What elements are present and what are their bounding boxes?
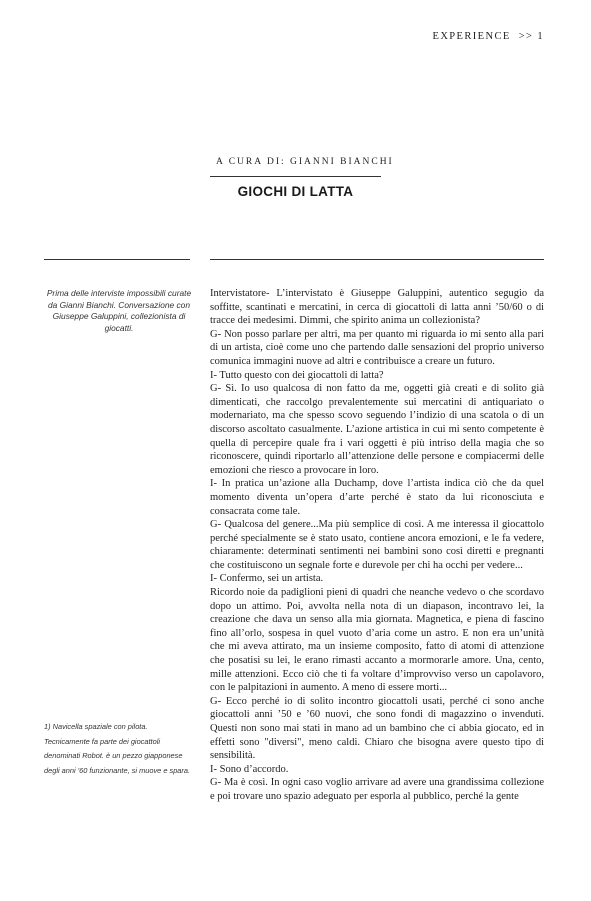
paragraph: I- Sono d’accordo.: [210, 763, 289, 775]
body-rule: [210, 259, 544, 260]
paragraph: I- Confermo, sei un artista.: [210, 573, 324, 585]
footnote: 1) Navicella spaziale con pilota. Tecnicamente fa parte dei giocattoli denominati Robot. è un pezzo giapponese degli anni '60 funzionante, si muove e spara.: [44, 722, 191, 775]
paragraph: G- Ecco perché io di solito incontro giocattoli usati, perché ci sono anche giocattoli anni ’50 e ’60 nuovi, che sono fondi di magazzino o invenduti. Questi non sono mai stati in mano ad un bambino che ci abbia giocato, ed in effetti sono "diversi", meno caldi. Chiaro che bisogna avere questo tipo di sensibilità.: [210, 695, 544, 762]
paragraph: G- Ma è così. In ogni caso voglio arrivare ad avere una grandissima collezione e poi trovare uno spazio adeguato per esporla al pubblico, perché la gente: [210, 777, 544, 802]
paragraph: Ricordo noie da padiglioni pieni di quadri che neanche vedevo o che scordavo dopo un attimo. Poi, avvolta nella nota di un diapason, incontravo lei, la creazione che dava un senso alla mia giornata. Magnetica, e piena di fascino fino all’orlo, sospesa in quel vuoto d’aria come un astro. E non era un’unità che mi aveva attirato, ma un insieme composito, fatto di atomi di attenzione che posatisi su lei, le erano rimasti accanto a mormorarle amore. Una, cento, mille attenzioni. Ecco ciò che ti fa voltare d’improvviso verso un capolavoro, con le palpitazioni in aumento. A meno di essere morti...: [210, 587, 544, 694]
paragraph: I- Tutto questo con dei giocattoli di latta?: [210, 369, 384, 381]
byline: A CURA DI: GIANNI BIANCHI: [216, 157, 394, 167]
article-body: [210, 287, 544, 804]
paragraph: G- Sì. Io uso qualcosa di non fatto da me, oggetti già creati e di solito già dimenticati, che raccolgo prevalentemente sui mercatini di antiquariato o modernariato, ma che spesso scovo seguendo l’indizio di una scatola o di un discorso ascoltato casualmente. L’azione artistica in cui mi sento competente è quella di percepire quale fra i vari oggetti è più intriso della magia che so riconoscere, quindi riportarlo all’attenzione delle persone e compiacermi delle emozioni che riesco a provocare in loro.: [210, 383, 544, 476]
page-number: 1: [537, 31, 544, 42]
paragraph: G- Non posso parlare per altri, ma per quanto mi riguarda io mi sento alla pari di un artista, cioè come uno che partendo dalle sensazioni del proprio universo comunica immagini nuove ad altri e contribuisce a creare un futuro.: [210, 328, 544, 367]
section-name: EXPERIENCE: [432, 31, 511, 42]
intro-sidenote: Prima delle interviste impossibili curate da Gianni Bianchi. Conversazione con Giuseppe Galuppini, collezionista di giocatti.: [46, 288, 192, 333]
sidebar-rule: [44, 259, 190, 260]
paragraph: Intervistatore- L’intervistato è Giuseppe Galuppini, autentico segugio da soffitte, scantinati e mercatini, in cerca di giocattoli di latta anni ’50/60 o di tracce dei medesimi. Dimmi, che spirito anima un collezionista?: [210, 288, 544, 327]
title-rule: [210, 176, 381, 177]
article-title: GIOCHI DI LATTA: [237, 184, 354, 199]
paragraph: I- In pratica un’azione alla Duchamp, dove l’artista indica ciò che da quel momento diventa un’opera d’arte perché è stato da lui riconosciuta e consacrata come tale.: [210, 478, 544, 517]
running-header: [433, 31, 544, 42]
paragraph: G- Qualcosa del genere...Ma più semplice di così. A me interessa il giocattolo perché specialmente se è stato usato, contiene ancora emozioni, e le fa vedere, chiaramente: determinati sentimenti nei bambini sono così diretti e pregnanti che costituiscono un segnale forte e durevole per chi ha occhi per vedere...: [210, 519, 544, 571]
header-separator: >>: [518, 31, 534, 42]
